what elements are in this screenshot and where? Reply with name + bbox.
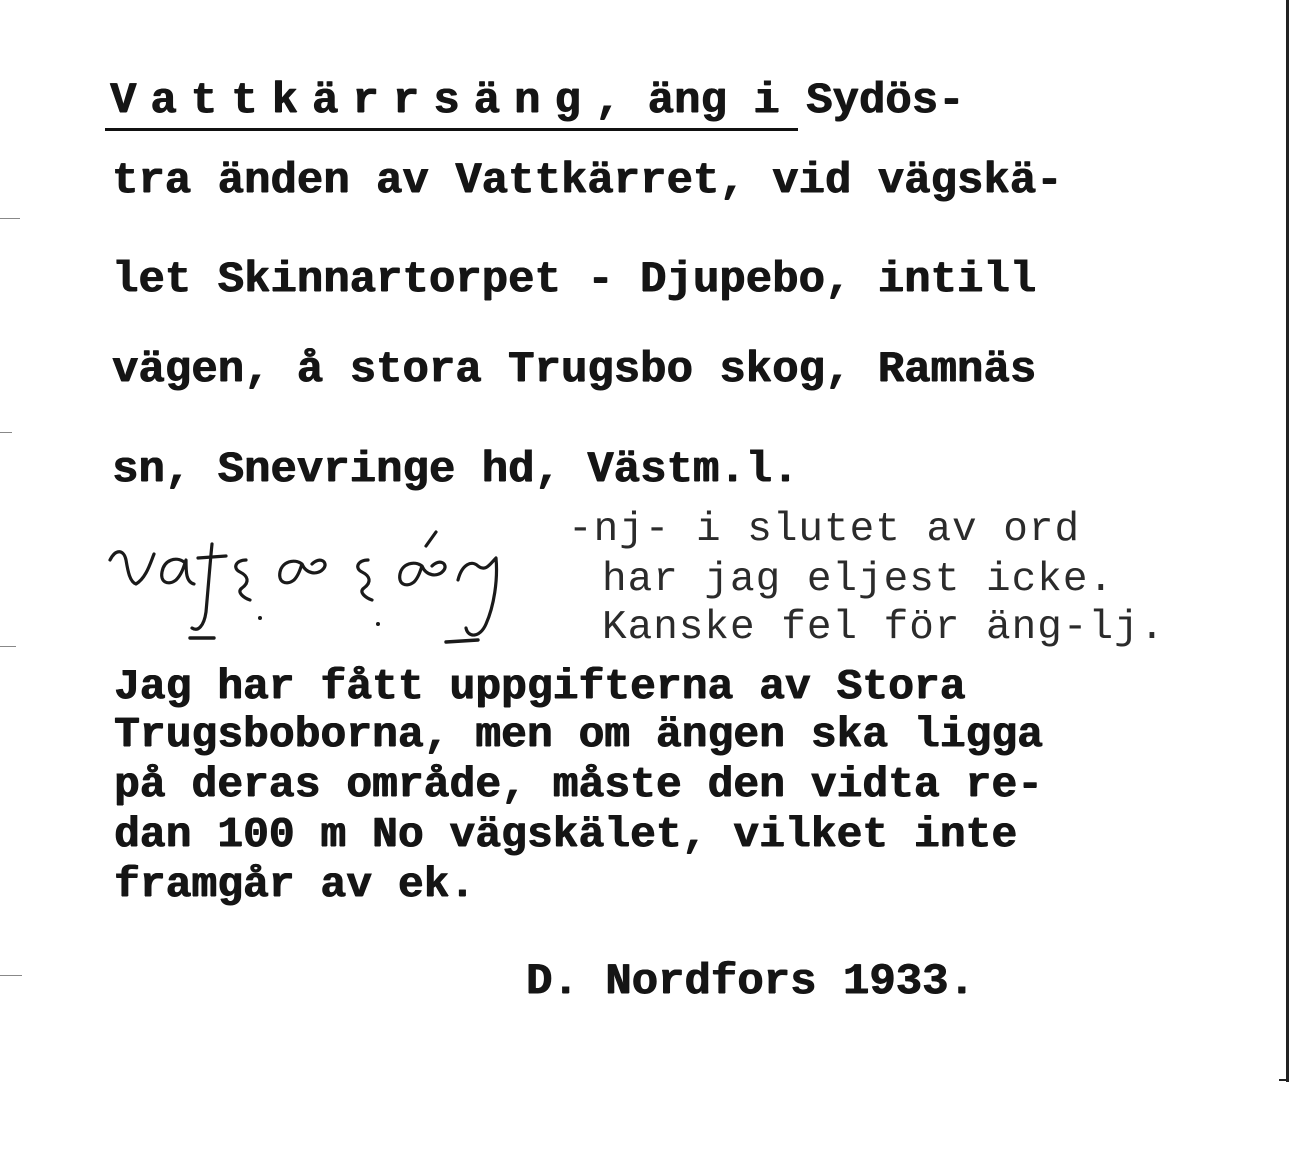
- margin-mark: [0, 646, 16, 647]
- margin-mark: [0, 218, 20, 219]
- side-note-line-3: Kanske fel för äng-lj.: [602, 605, 1166, 651]
- side-note-line-2: har jag eljest icke.: [602, 557, 1115, 603]
- card-bottom-edge: [1279, 1079, 1289, 1081]
- remark-line-5: framgår av ek.: [114, 860, 476, 909]
- entry-line-1-rest: , äng i Sydös-: [594, 76, 965, 126]
- side-note-line-1: -nj- i slutet av ord: [568, 507, 1081, 553]
- remark-line-2: Trugsboborna, men om ängen ska ligga: [114, 710, 1043, 759]
- entry-line-3: let Skinnartorpet - Djupebo, intill: [112, 255, 1037, 305]
- card-right-edge: [1286, 0, 1289, 1082]
- entry-line-2: tra änden av Vattkärret, vid vägskä-: [112, 156, 1063, 206]
- remark-line-3: på deras område, måste den vidta re-: [114, 760, 1043, 809]
- signature: D. Nordfors 1933.: [526, 957, 975, 1007]
- margin-mark: [0, 432, 12, 433]
- phonetic-transcription: [106, 520, 521, 660]
- entry-line-5: sn, Snevringe hd, Västm.l.: [112, 445, 799, 495]
- entry-line-1: [110, 76, 965, 126]
- entry-line-4: vägen, å stora Trugsbo skog, Ramnäs: [112, 345, 1037, 395]
- handwritten-phonetic: [106, 520, 521, 660]
- headword-underline: [105, 128, 798, 131]
- headword: Vattkärrsäng: [110, 76, 595, 126]
- remark-line-1: Jag har fått uppgifterna av Stora: [114, 662, 966, 711]
- remark-line-4: dan 100 m No vägskälet, vilket inte: [114, 810, 1018, 859]
- margin-mark: [0, 975, 22, 976]
